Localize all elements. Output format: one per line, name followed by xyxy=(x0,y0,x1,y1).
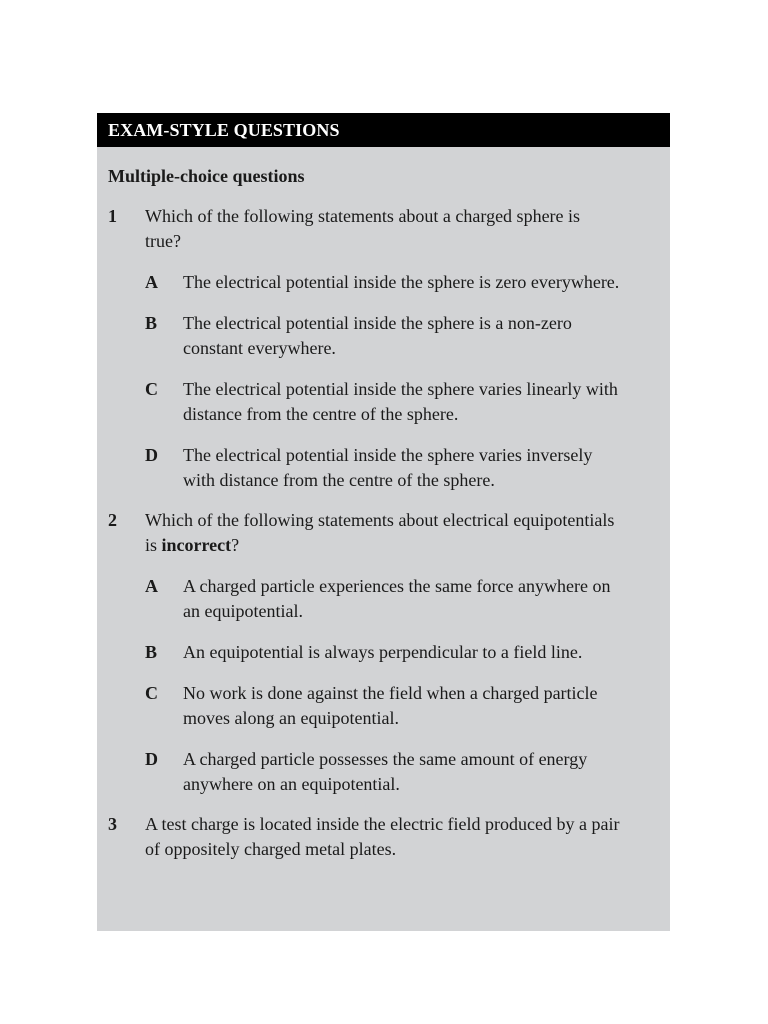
question-number: 2 xyxy=(108,510,117,530)
option-letter: A xyxy=(145,576,158,596)
option-text: A charged particle possesses the same amount of energy anywhere on an equipotential. xyxy=(183,749,588,794)
option-letter: A xyxy=(145,272,158,292)
option-letter: C xyxy=(145,379,158,399)
question-3 xyxy=(97,812,670,862)
option-a xyxy=(145,270,620,295)
exam-questions-panel xyxy=(97,113,670,931)
option-list xyxy=(145,270,620,493)
question-2 xyxy=(97,508,670,797)
question-number: 3 xyxy=(108,814,117,834)
option-c xyxy=(145,681,620,731)
question-text-before: Which of the following statements about electrical equipotentials is xyxy=(145,510,615,555)
option-list xyxy=(145,574,620,797)
option-letter: D xyxy=(145,749,158,769)
option-letter: B xyxy=(145,642,158,662)
question-text-emphasis: incorrect xyxy=(161,535,232,555)
question-text: Which of the following statements about a charged sphere is true? xyxy=(145,206,581,251)
section-title: Multiple-choice questions xyxy=(108,166,305,186)
option-text: The electrical potential inside the sphere varies inversely with distance from the centre of the sphere. xyxy=(183,445,593,490)
question-1 xyxy=(97,204,670,493)
option-text: An equipotential is always perpendicular to a field line. xyxy=(183,642,583,662)
option-letter: D xyxy=(145,445,158,465)
option-d xyxy=(145,443,620,493)
panel-header: EXAM-STYLE QUESTIONS xyxy=(97,113,670,147)
option-c xyxy=(145,377,620,427)
option-text: The electrical potential inside the sphere is zero everywhere. xyxy=(183,272,620,292)
option-text: No work is done against the field when a charged particle moves along an equipotential. xyxy=(183,683,598,728)
option-letter: C xyxy=(145,683,158,703)
question-text xyxy=(145,510,614,555)
question-text: A test charge is located inside the electric field produced by a pair of oppositely charged metal plates. xyxy=(145,814,620,859)
option-a xyxy=(145,574,620,624)
option-letter: B xyxy=(145,313,158,333)
question-number: 1 xyxy=(108,206,117,226)
option-text: The electrical potential inside the sphere is a non-zero constant everywhere. xyxy=(183,313,572,358)
option-d xyxy=(145,747,620,797)
question-text-after: ? xyxy=(231,535,240,555)
option-text: A charged particle experiences the same force anywhere on an equipotential. xyxy=(183,576,611,621)
option-text: The electrical potential inside the sphere varies linearly with distance from the centre of the sphere. xyxy=(183,379,618,424)
option-b xyxy=(145,640,620,665)
option-b xyxy=(145,311,620,361)
